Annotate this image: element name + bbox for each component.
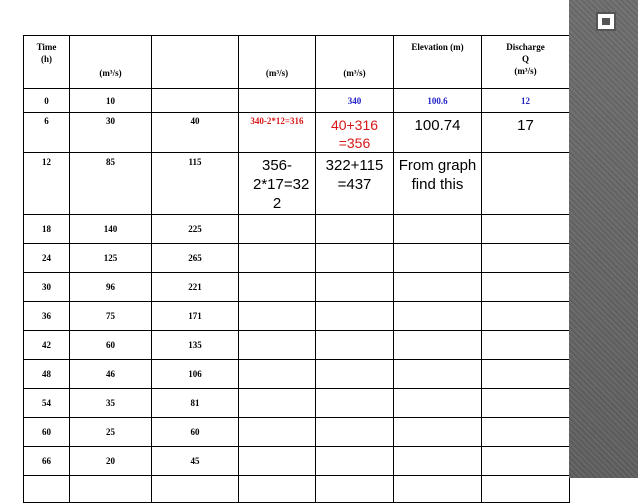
cell-discharge (482, 360, 570, 389)
cell-elevation (394, 389, 482, 418)
cell-discharge (482, 153, 570, 215)
cell-calc-b (316, 244, 394, 273)
cell-inflow: 46 (70, 360, 152, 389)
table-row (24, 302, 570, 331)
cell-calc-b (316, 476, 394, 503)
header-discharge (482, 36, 570, 89)
cell-discharge (482, 476, 570, 503)
table-row (24, 273, 570, 302)
table-row (24, 447, 570, 476)
cell-elevation (394, 418, 482, 447)
cell-time: 36 (24, 302, 70, 331)
table-row (24, 331, 570, 360)
cell-elevation (394, 273, 482, 302)
cell-sum: 40 (152, 113, 239, 153)
cell-calc-b (316, 331, 394, 360)
col4-unit: (m³/s) (265, 68, 289, 78)
cell-calc-b (316, 360, 394, 389)
table-row (24, 389, 570, 418)
cell-time: 0 (24, 89, 70, 113)
cell-calc-b (316, 447, 394, 476)
cell-time: 42 (24, 331, 70, 360)
cell-inflow: 60 (70, 331, 152, 360)
cell-calc-a (239, 476, 316, 503)
cell-time: 30 (24, 273, 70, 302)
square-mark-icon (595, 11, 617, 32)
cell-time: 6 (24, 113, 70, 153)
header-elevation (394, 36, 482, 89)
cell-time (24, 476, 70, 503)
cell-calc-b (316, 389, 394, 418)
cell-time: 18 (24, 215, 70, 244)
cell-elevation: 100.6 (394, 89, 482, 113)
cell-elevation (394, 476, 482, 503)
table-row (24, 360, 570, 389)
header-row (24, 36, 570, 89)
table-row (24, 113, 570, 153)
cell-inflow: 125 (70, 244, 152, 273)
cell-calc-a: 340-2*12=316 (239, 113, 316, 153)
time-label: Time (36, 42, 57, 52)
cell-sum (152, 89, 239, 113)
cell-calc-b (316, 273, 394, 302)
cell-sum: 171 (152, 302, 239, 331)
table-body (24, 215, 570, 476)
cell-inflow: 140 (70, 215, 152, 244)
header-col4 (239, 36, 316, 89)
cell-discharge: 12 (482, 89, 570, 113)
cell-calc-b (316, 302, 394, 331)
cell-discharge (482, 389, 570, 418)
discharge-symbol: Q (521, 54, 529, 64)
cell-calc-a (239, 89, 316, 113)
cell-sum: 225 (152, 215, 239, 244)
cell-sum: 221 (152, 273, 239, 302)
cell-time: 48 (24, 360, 70, 389)
discharge-label: Discharge (506, 42, 545, 52)
cell-time: 66 (24, 447, 70, 476)
cell-inflow: 35 (70, 389, 152, 418)
cell-calc-a (239, 447, 316, 476)
cell-discharge (482, 331, 570, 360)
cell-inflow: 25 (70, 418, 152, 447)
cell-note: From graph find this (394, 153, 482, 215)
cell-calc-a (239, 273, 316, 302)
cell-elevation (394, 215, 482, 244)
cell-discharge (482, 302, 570, 331)
cell-elevation: 100.74 (394, 113, 482, 153)
table-row (24, 89, 570, 113)
cell-calc-a (239, 389, 316, 418)
table-row (24, 418, 570, 447)
cell-sum: 60 (152, 418, 239, 447)
cell-elevation (394, 447, 482, 476)
time-unit: (h) (41, 54, 52, 64)
cell-time: 12 (24, 153, 70, 215)
routing-table (23, 35, 570, 503)
discharge-unit: (m³/s) (514, 66, 537, 76)
cell-time: 60 (24, 418, 70, 447)
cell-inflow: 75 (70, 302, 152, 331)
cell-time: 54 (24, 389, 70, 418)
cell-discharge (482, 447, 570, 476)
header-col3 (152, 36, 239, 89)
cell-calc-a (239, 244, 316, 273)
cell-inflow (70, 476, 152, 503)
cell-calc-a: 356- 2*17=32 2 (239, 153, 316, 215)
cell-inflow: 30 (70, 113, 152, 153)
cell-discharge (482, 418, 570, 447)
cell-inflow: 96 (70, 273, 152, 302)
table-row-empty (24, 476, 570, 503)
col5-unit: (m³/s) (343, 68, 366, 78)
cell-sum: 265 (152, 244, 239, 273)
cell-elevation (394, 360, 482, 389)
cell-calc-b (316, 215, 394, 244)
cell-discharge (482, 244, 570, 273)
cell-inflow: 20 (70, 447, 152, 476)
cell-calc-a (239, 360, 316, 389)
cell-calc-a (239, 215, 316, 244)
cell-sum: 45 (152, 447, 239, 476)
cell-calc-b: 322+115 =437 (316, 153, 394, 215)
inflow-unit: (m³/s) (99, 68, 122, 78)
side-bar (569, 0, 638, 478)
table-row (24, 244, 570, 273)
cell-sum: 106 (152, 360, 239, 389)
cell-discharge (482, 215, 570, 244)
cell-elevation (394, 302, 482, 331)
cell-time: 24 (24, 244, 70, 273)
cell-inflow: 85 (70, 153, 152, 215)
cell-sum: 135 (152, 331, 239, 360)
cell-sum (152, 476, 239, 503)
cell-elevation (394, 331, 482, 360)
cell-calc-b (316, 418, 394, 447)
header-inflow (70, 36, 152, 89)
table-row (24, 215, 570, 244)
cell-discharge: 17 (482, 113, 570, 153)
elevation-label: Elevation (m) (411, 42, 464, 52)
cell-storage: 340 (316, 89, 394, 113)
cell-calc-a (239, 302, 316, 331)
cell-calc-b: 40+316 =356 (316, 113, 394, 153)
cell-sum: 115 (152, 153, 239, 215)
cell-calc-a (239, 331, 316, 360)
header-time (24, 36, 70, 89)
cell-sum: 81 (152, 389, 239, 418)
cell-discharge (482, 273, 570, 302)
cell-elevation (394, 244, 482, 273)
cell-calc-a (239, 418, 316, 447)
table-row (24, 153, 570, 215)
cell-inflow: 10 (70, 89, 152, 113)
header-col5 (316, 36, 394, 89)
